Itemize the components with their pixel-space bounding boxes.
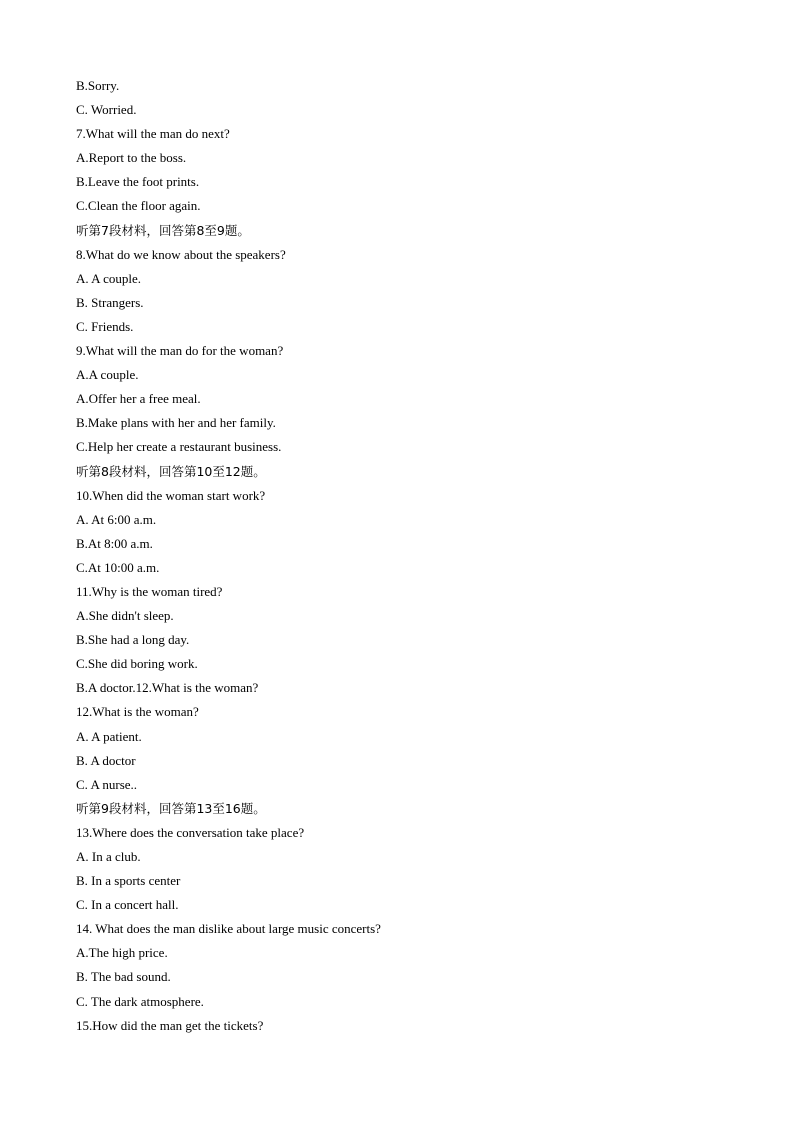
question-line: 13.Where does the conversation take place? [76, 824, 305, 840]
text-line: C. A nurse.. [76, 776, 138, 792]
text-line: A. At 6:00 a.m. [76, 511, 157, 527]
text-line: C. The dark atmosphere. [76, 993, 204, 1009]
text-line: B. The bad sound. [76, 969, 171, 985]
text-line: C.At 10:00 a.m. [76, 559, 160, 575]
text-line: A.She didn't sleep. [76, 608, 174, 624]
text-line: C.Clean the floor again. [76, 198, 201, 214]
question-line: 9.What will the man do for the woman? [76, 343, 284, 359]
text-line: A.Report to the boss. [76, 150, 187, 166]
question-line: 8.What do we know about the speakers? [76, 246, 286, 262]
text-line: A. A patient. [76, 728, 142, 744]
question-line: 14. What does the man dislike about large music concerts? [76, 921, 381, 937]
text-line: A.The high price. [76, 945, 168, 961]
text-line: B. Strangers. [76, 294, 144, 310]
text-line: C.Help her create a restaurant business. [76, 439, 282, 455]
question-line: 7.What will the man do next? [76, 126, 230, 142]
text-line: B.She had a long day. [76, 632, 190, 648]
text-line: B.Leave the foot prints. [76, 174, 200, 190]
text-line: C. Friends. [76, 318, 134, 334]
question-line: 10.When did the woman start work? [76, 487, 266, 503]
text-line: B.Sorry. [76, 78, 120, 93]
question-line: 11.Why is the woman tired? [76, 583, 223, 599]
section-heading: 听第8段材料，回答第10至12题。 [76, 463, 266, 479]
document-page [76, 74, 736, 1038]
question-line: 12.What is the woman? [76, 704, 199, 720]
text-line: B. In a sports center [76, 873, 181, 889]
text-line: B. A doctor [76, 752, 136, 768]
text-line: B.At 8:00 a.m. [76, 535, 153, 551]
text-line: A.A couple. [76, 367, 139, 383]
section-heading: 听第7段材料，回答第8至9题。 [76, 222, 250, 238]
text-line: A. In a club. [76, 849, 141, 864]
text-line: C. Worried. [76, 102, 137, 118]
text-line: A. A couple. [76, 270, 141, 286]
text-line: B.A doctor.12.What is the woman? [76, 680, 259, 696]
question-line: 15.How did the man get the tickets? [76, 1017, 264, 1033]
text-line: A.Offer her a free meal. [76, 391, 201, 407]
text-line: C.She did boring work. [76, 656, 198, 672]
section-heading: 听第9段材料，回答第13至16题。 [76, 800, 266, 816]
text-line: B.Make plans with her and her family. [76, 415, 276, 431]
text-line: C. In a concert hall. [76, 897, 179, 913]
